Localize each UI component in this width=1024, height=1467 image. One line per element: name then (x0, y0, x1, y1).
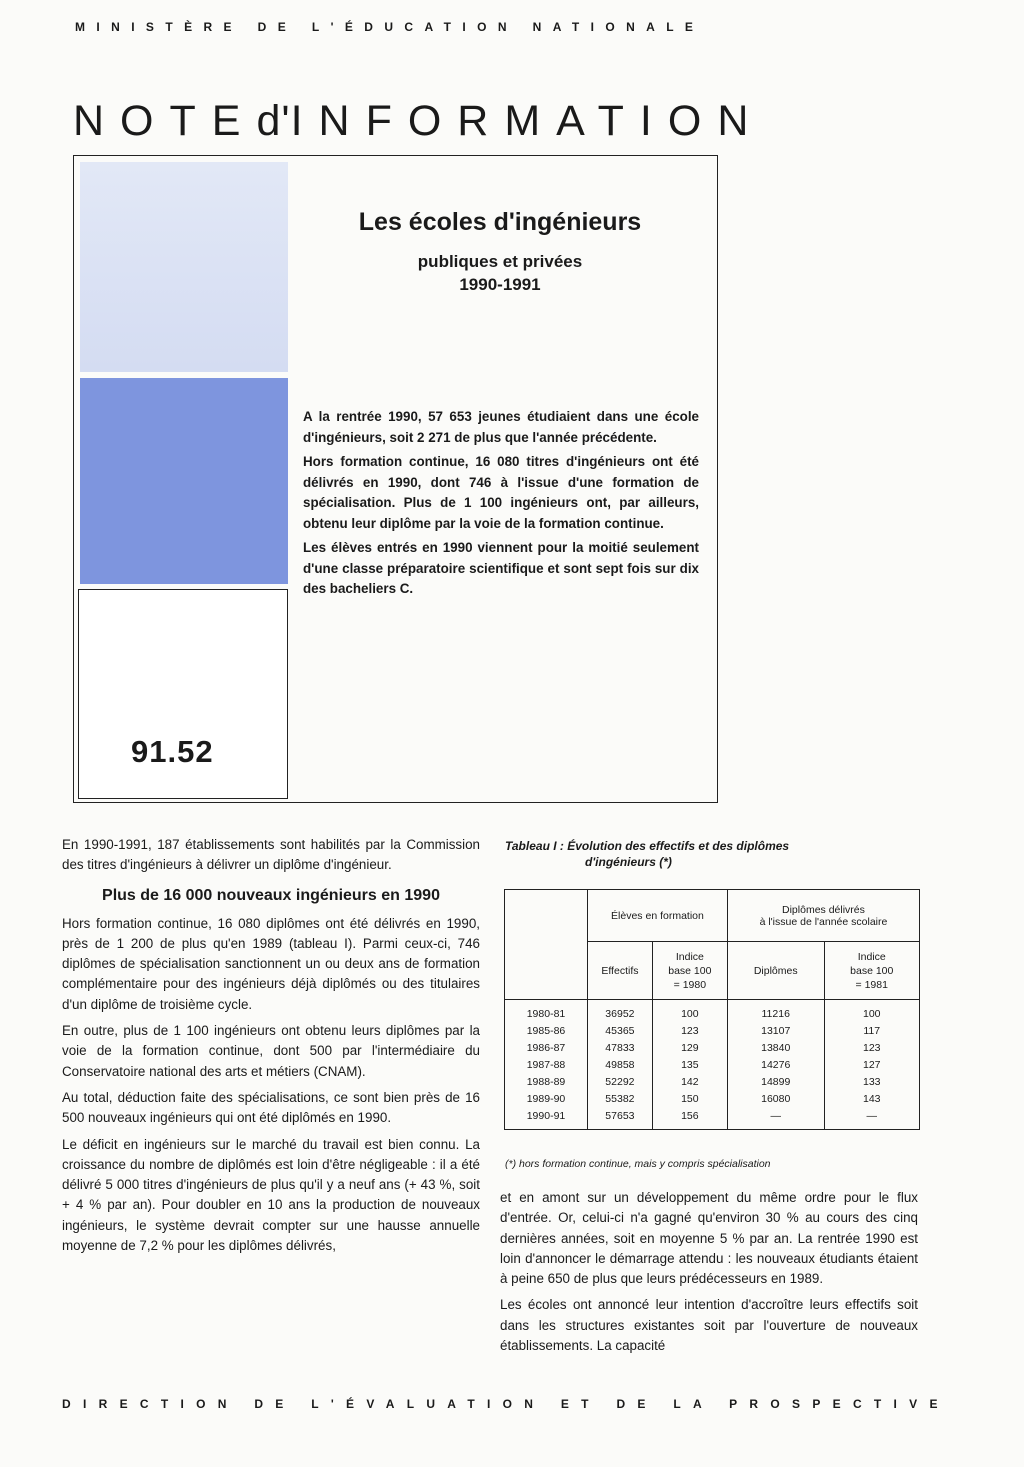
table-cell-effectifs: 49858 (605, 1059, 635, 1071)
table-cell-indice2: 143 (862, 1093, 881, 1105)
table-cell-indice2: 127 (862, 1059, 881, 1071)
summary-paragraph: Hors formation continue, 16 080 titres d'ingénieurs ont été délivrés en 1990, dont 746 à l'issue d'une formation de spécialisation. Plus de 1 100 ingénieurs ont, par ailleurs, obtenu leur diplôme par la voie de la formation continue. (303, 454, 699, 531)
table-cell-effectifs: 36952 (605, 1008, 635, 1020)
table-cell-year: 1989-90 (526, 1093, 566, 1105)
table-cell-indice: 129 (681, 1042, 699, 1054)
banner-note: NOTE (73, 97, 257, 145)
col-header-indice-2: Indice base 100 = 1981 (824, 942, 919, 1000)
document-title: Les écoles d'ingénieurs (358, 208, 642, 236)
table-footnote: (*) hors formation continue, mais y compris spécialisation (505, 1158, 771, 1170)
body-paragraph: et en amont sur un développement du même ordre pour le flux d'entrée. Or, celui-ci n'a gagné qu'environ 30 % au cours des cinq dernières années, soit en moyenne 5 % par an. La rentrée 1990 est loin d'annoncer le démarrage attendu : les nouveaux étudiants étaient à peine 650 de plus que leurs prédécesseurs en 1989. (500, 1190, 918, 1287)
table-cell-diplomes: 16080 (761, 1093, 791, 1105)
table-cell-diplomes: 13840 (761, 1042, 791, 1054)
table-cell-effectifs: 52292 (605, 1076, 635, 1088)
right-column (500, 1188, 918, 1362)
body-paragraph: En outre, plus de 1 100 ingénieurs ont obtenu leurs diplômes par la voie de la formation continue, dont 500 par l'intermédiaire du Conservatoire national des arts et métiers (CNAM). (62, 1023, 480, 1079)
banner-information: INFORMATION (290, 97, 765, 145)
table-caption-text-2: d'ingénieurs (*) (585, 855, 672, 869)
table-cell-effectifs: 47833 (605, 1042, 635, 1054)
indice-column (652, 1000, 727, 1130)
section-heading: Plus de 16 000 nouveaux ingénieurs en 1990 (102, 886, 440, 904)
col-header-diplomes: Diplômes (727, 942, 824, 1000)
table-cell-year: 1988-89 (526, 1076, 566, 1088)
document-years: 1990-1991 (459, 275, 541, 294)
table-cell-indice2: 100 (862, 1008, 881, 1020)
table-cell-effectifs: 45365 (605, 1025, 635, 1037)
footer-direction: DIRECTION DE L'ÉVALUATION ET DE LA PROSPECTIVE (62, 1397, 950, 1411)
effectifs-column (588, 1000, 653, 1130)
table-cell-diplomes: 14276 (761, 1059, 791, 1071)
table-caption-label: Tableau I : (505, 839, 564, 853)
table-cell-diplomes: — (770, 1110, 781, 1122)
indice-2-column (824, 1000, 919, 1130)
table-cell-year: 1985-86 (526, 1025, 566, 1037)
body-paragraph: Le déficit en ingénieurs sur le marché du travail est bien connu. La croissance du nombre de diplômés est loin d'être négligeable : il a été délivré 5 000 titres d'ingénieurs de plus qu'il y a neuf ans (+ 43 %, soit + 4 % par an). Pour doubler en 10 ans la production de nouveaux ingénieurs, le système devrait compter sur une hausse annuelle moyenne de 7,2 % pour les diplômes délivrés, (62, 1136, 480, 1254)
year-column (505, 1000, 588, 1130)
col-header-indice: Indice base 100 = 1980 (652, 942, 727, 1000)
table-cell-indice: 100 (681, 1008, 699, 1020)
intro-paragraph: En 1990-1991, 187 établissements sont habilités par la Commission des titres d'ingénieurs à délivrer un diplôme d'ingénieur. (62, 837, 480, 873)
table-cell-indice2: 123 (862, 1042, 881, 1054)
note-number: 91.52 (131, 734, 214, 769)
body-paragraph: Les écoles ont annoncé leur intention d'accroître leurs effectifs soit dans les structures existantes soit par l'ouverture de nouveaux établissements. La capacité (500, 1297, 918, 1354)
left-column (62, 835, 480, 1262)
table-cell-year: 1980-81 (526, 1008, 566, 1020)
cover-blue-block-light (80, 162, 288, 372)
table-cell-indice: 135 (681, 1059, 699, 1071)
table-corner-cell (505, 890, 588, 1000)
group-header-diplomas: Diplômes délivrés à l'issue de l'année scolaire (727, 890, 919, 942)
table-cell-year: 1986-87 (526, 1042, 566, 1054)
group-header-students: Élèves en formation (588, 890, 728, 942)
cover-blue-block (80, 378, 288, 584)
ministry-header: MINISTÈRE DE L'ÉDUCATION NATIONALE (75, 20, 705, 34)
table-cell-effectifs: 57653 (605, 1110, 635, 1122)
table-cell-diplomes: 11216 (761, 1008, 790, 1020)
table-cell-year: 1987-88 (526, 1059, 566, 1071)
diplomes-column (727, 1000, 824, 1130)
statistics-table (504, 889, 920, 1130)
table-caption-text: Évolution des effectifs et des diplômes (567, 839, 790, 853)
col-header-effectifs: Effectifs (588, 942, 653, 1000)
table-cell-indice2: — (866, 1110, 877, 1122)
table-caption (505, 838, 915, 870)
table-cell-indice2: 133 (862, 1076, 881, 1088)
table-cell-indice: 156 (681, 1110, 699, 1122)
table-cell-diplomes: 13107 (761, 1025, 791, 1037)
table-cell-indice: 123 (681, 1025, 699, 1037)
summary-paragraph: Les élèves entrés en 1990 viennent pour la moitié seulement d'une classe préparatoire scientifique et sont sept fois sur dix des bacheliers C. (303, 540, 699, 596)
note-number-box (78, 589, 288, 799)
table-cell-year: 1990-91 (526, 1110, 566, 1122)
document-subtitle: publiques et privées (417, 252, 583, 271)
table-cell-indice: 150 (681, 1093, 699, 1105)
summary-paragraph: A la rentrée 1990, 57 653 jeunes étudiaient dans une école d'ingénieurs, soit 2 271 de plus que l'année précédente. (303, 409, 699, 445)
table-cell-effectifs: 55382 (605, 1093, 635, 1105)
table-cell-diplomes: 14899 (761, 1076, 791, 1088)
table-cell-indice2: 117 (863, 1025, 881, 1037)
body-paragraph: Au total, déduction faite des spécialisations, ce sont bien près de 16 500 nouveaux ingénieurs qui ont été diplômés en 1990. (62, 1089, 480, 1126)
table-cell-indice: 142 (681, 1076, 699, 1088)
note-banner (73, 97, 765, 145)
body-paragraph: Hors formation continue, 16 080 diplômes ont été délivrés en 1990, près de 1 200 de plus qu'en 1989 (tableau I). Parmi ceux-ci, 746 diplômes de spécialisation sanctionnent un ou deux ans de formation complémentaire pour des ingénieurs déjà diplômés ou des titulaires d'un diplôme de troisième cycle. (62, 915, 480, 1012)
cover-summary (303, 407, 699, 604)
banner-de: d' (256, 97, 291, 145)
